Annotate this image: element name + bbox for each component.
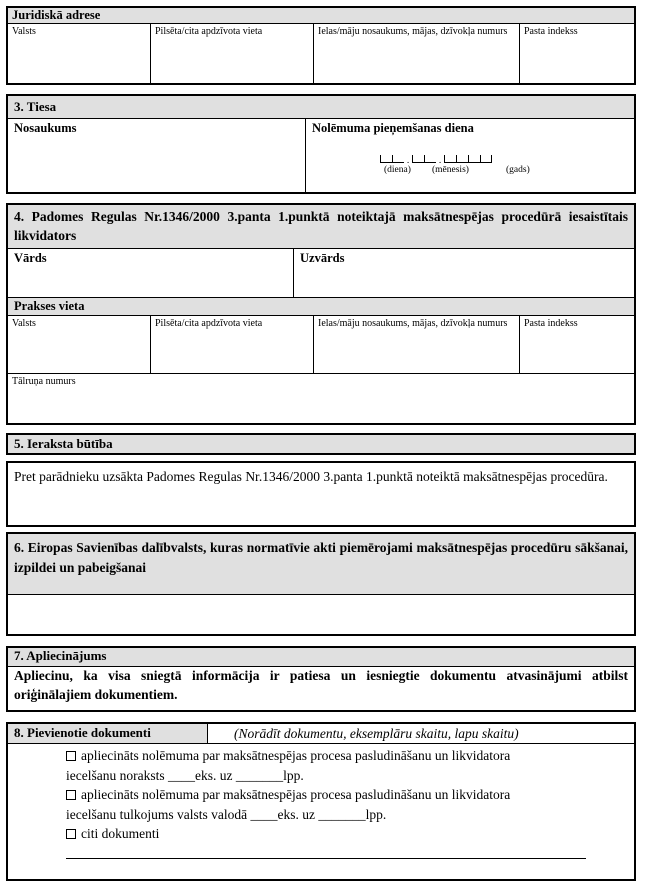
list-item-continuation: iecelšanu noraksts ____eks. uz _______lpp. (66, 767, 304, 783)
field-label: Valsts (12, 317, 36, 329)
month-caption: (mēnesis) (432, 164, 469, 175)
phone-field[interactable] (8, 374, 634, 422)
field-label: Ielas/māju nosaukums, mājas, dzīvokļa numurs (318, 317, 508, 329)
item-text: apliecināts nolēmuma par maksātnespējas procesa pasludināšanu un likvidatora (81, 787, 511, 803)
checkbox[interactable] (66, 790, 76, 800)
entry-description: Pret parādnieku uzsākta Padomes Regulas Nr.1346/2000 3.panta 1.punktā noteiktā maksātnespējas procedūra. (14, 469, 608, 484)
court-name-field[interactable] (8, 119, 306, 192)
list-item (8, 785, 634, 805)
first-name-field[interactable] (8, 249, 294, 297)
practice-location-label: Prakses vieta (8, 298, 634, 316)
field-label: Uzvārds (300, 250, 345, 265)
field-label: Pilsēta/cita apdzīvota vieta (155, 317, 263, 329)
section-title: 6. Eiropas Savienības dalībvalsts, kuras normatīvie akti piemērojami maksātnespējas procedūru sākšanai, izpildei un pabeigšanai (8, 534, 634, 595)
checkbox[interactable] (66, 751, 76, 761)
date-input-group[interactable]: . . (diena) (mēnesis) (gads) (380, 155, 570, 179)
field-label: Nosaukums (14, 121, 77, 135)
item-text: citi dokumenti (81, 826, 160, 842)
country-field[interactable] (8, 316, 151, 373)
field-label: Vārds (14, 250, 47, 265)
section-likvidators (6, 203, 636, 425)
section-note: (Norādīt dokumentu, eksemplāru skaitu, lapu skaitu) (234, 726, 519, 741)
section-title: 7. Apliecinājums (8, 648, 634, 667)
city-field[interactable] (151, 316, 314, 373)
decision-date-field[interactable] (306, 119, 634, 192)
postal-code-field[interactable] (520, 316, 634, 373)
item-text: apliecināts nolēmuma par maksātnespējas procesa pasludināšanu un likvidatora (81, 748, 511, 763)
section-dalibvalsts (6, 532, 636, 636)
checkbox[interactable] (66, 829, 76, 839)
section-title: 8. Pievienotie dokumenti (8, 724, 208, 743)
section-title: 4. Padomes Regulas Nr.1346/2000 3.panta 1.punktā noteiktajā maksātnespējas procedūrā iesaistītais likvidators (8, 205, 634, 249)
field-label: Pasta indekss (524, 317, 578, 329)
field-label: Ielas/māju nosaukums, mājas, dzīvokļa numurs (318, 26, 508, 37)
street-field[interactable] (314, 316, 520, 373)
list-item (8, 824, 634, 844)
member-state-field[interactable] (8, 595, 634, 634)
section-ieraksts-header (6, 433, 636, 455)
section-title: Juridiskā adrese (8, 8, 634, 24)
country-field[interactable] (8, 24, 151, 83)
other-documents-line[interactable] (66, 858, 586, 859)
field-label: Valsts (12, 26, 36, 37)
field-label: Tālruņa numurs (12, 375, 76, 387)
list-item-continuation: iecelšanu tulkojums valsts valodā ____eks. uz _______lpp. (66, 806, 387, 822)
city-field[interactable] (151, 24, 314, 83)
postal-code-field[interactable] (520, 24, 634, 83)
field-label: Nolēmuma pieņemšanas diena (312, 121, 474, 135)
section-title: 5. Ieraksta būtība (8, 435, 634, 453)
day-caption: (diena) (384, 164, 411, 175)
list-item (8, 746, 634, 766)
year-caption: (gads) (506, 164, 530, 175)
street-field[interactable] (314, 24, 520, 83)
declaration-text: Apliecinu, ka visa sniegtā informācija ir patiesa un iesniegtie dokumentu atvasinājumi atbilst oriģinālajiem dokumentiem. (14, 668, 628, 702)
field-label: Pasta indekss (524, 26, 578, 37)
section-juridiska-adrese (6, 6, 636, 85)
field-label: Pilsēta/cita apdzīvota vieta (155, 26, 263, 37)
section-apliecinajums (6, 646, 636, 712)
section-tiesa (6, 94, 636, 194)
section-title: 3. Tiesa (8, 96, 634, 119)
last-name-field[interactable] (294, 249, 634, 297)
section-dokumenti (6, 722, 636, 881)
section-ieraksts-body (6, 461, 636, 527)
